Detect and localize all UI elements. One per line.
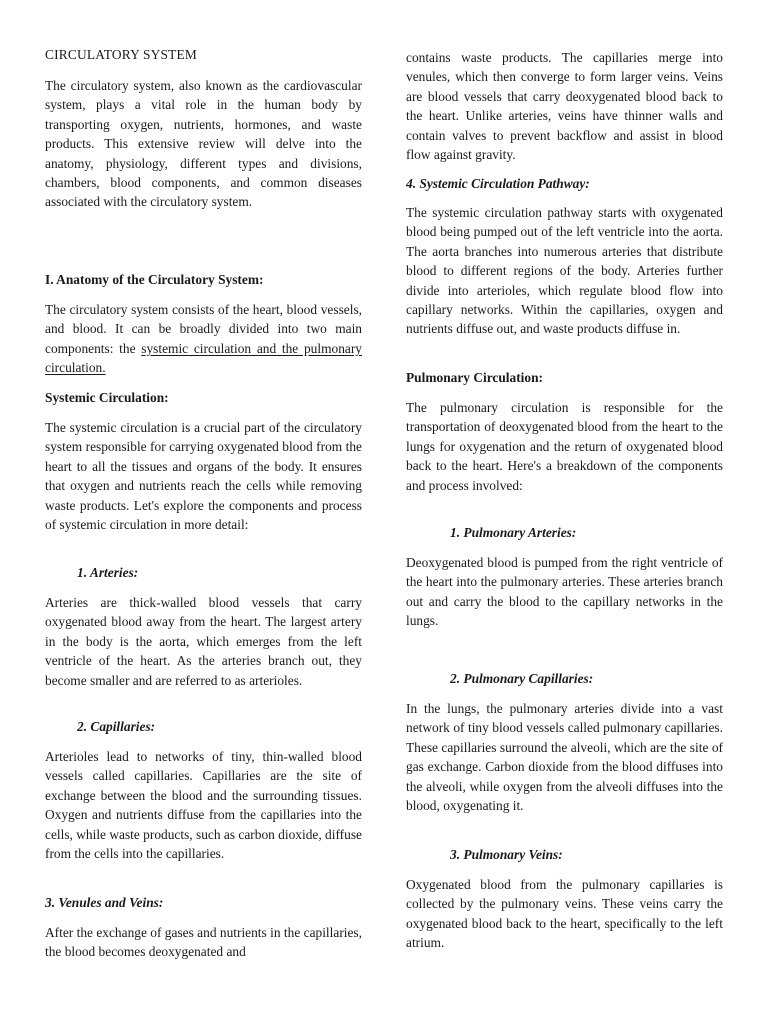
arteries-heading: 1. Arteries: [77, 565, 139, 580]
capillaries-heading: 2. Capillaries: [77, 719, 156, 734]
venules-veins-paragraph: After the exchange of gases and nutrients in the capillaries, the blood becomes deoxygenated and [45, 925, 362, 960]
intro-paragraph: The circulatory system, also known as the cardiovascular system, plays a vital role in the human body by transporting oxygen, nutrients, hormones, and waste products. This extensive review will delve into the anatomy, physiology, different types and divisions, chambers, blood components, and common diseases associated with the circulatory system. [45, 78, 362, 210]
pulmonary-circulation-paragraph: The pulmonary circulation is responsible for the transportation of deoxygenated blood from the heart to the lungs for oxygenation and the return of oxygenated blood back to the heart. Here's a breakdown of the components and process involved: [406, 400, 723, 493]
pulmonary-capillaries-heading: 2. Pulmonary Capillaries: [450, 671, 594, 686]
pulmonary-arteries-paragraph: Deoxygenated blood is pumped from the right ventricle of the heart into the pulmonary arteries. These arteries branch out and carry the blood to the capillary networks in the lungs. [406, 555, 723, 629]
pulmonary-circulation-heading: Pulmonary Circulation: [406, 370, 544, 385]
arteries-paragraph: Arteries are thick-walled blood vessels that carry oxygenated blood away from the heart. The largest artery in the body is the aorta, which emerges from the left ventricle of the heart. As the arteries branch out, they become smaller and are referred to as arterioles. [45, 595, 362, 688]
veins-continuation-paragraph: contains waste products. The capillaries merge into venules, which then converge to form larger veins. Veins are blood vessels that carry deoxygenated blood back to the heart. Unlike arteries, veins have thinner walls and contain valves to prevent backflow and assist in blood flow against gravity. [406, 50, 723, 163]
systemic-pathway-paragraph: The systemic circulation pathway starts with oxygenated blood being pumped out of the left ventricle into the aorta. The aorta branches into numerous arteries that distribute blood to different regions of the body. Arteries further divide into arterioles, which regulate blood flow into capillary networks. Within the capillaries, oxygen and nutrients diffuse out, and waste products diffuse in. [406, 205, 723, 337]
pulmonary-veins-heading: 3. Pulmonary Veins: [450, 847, 563, 862]
pulmonary-capillaries-paragraph: In the lungs, the pulmonary arteries divide into a vast network of tiny blood vessels called pulmonary capillaries. These capillaries surround the alveoli, which are the site of gas exchange. Carbon dioxide from the blood diffuses into the alveoli, while oxygen from the alveoli diffuses into the blood, oxygenating it. [406, 701, 723, 814]
pulmonary-arteries-heading: 1. Pulmonary Arteries: [450, 525, 577, 540]
document-title: CIRCULATORY SYSTEM [45, 47, 198, 62]
systemic-pathway-heading: 4. Systemic Circulation Pathway: [406, 176, 590, 191]
systemic-circulation-paragraph: The systemic circulation is a crucial part of the circulatory system responsible for carrying oxygenated blood from the heart to all the tissues and organs of the body. It ensures that oxygen and nutrients reach the cells while removing waste products. Let's explore the components and process of systemic circulation in more detail: [45, 420, 362, 533]
venules-veins-heading: 3. Venules and Veins: [45, 895, 164, 910]
anatomy-paragraph [45, 300, 362, 378]
section-heading-anatomy: I. Anatomy of the Circulatory System: [45, 272, 264, 287]
anatomy-text: The circulatory system consists of the heart, blood vessels, and blood. It can be broadly divided into two main components: the [45, 302, 362, 356]
pulmonary-veins-paragraph: Oxygenated blood from the pulmonary capillaries is collected by the pulmonary veins. These veins carry the oxygenated blood back to the heart, specifically to the left atrium. [406, 877, 723, 951]
underlined-circulation-phrase: systemic circulation and the pulmonary circulation. [45, 340, 362, 376]
capillaries-paragraph: Arterioles lead to networks of tiny, thin-walled blood vessels called capillaries. Capillaries are the site of exchange between the blood and the surrounding tissues. Oxygen and nutrients diffuse from the capillaries into the cells, while waste products, such as carbon dioxide, diffuse from the cells into the capillaries. [45, 749, 362, 862]
systemic-circulation-heading: Systemic Circulation: [45, 390, 169, 405]
